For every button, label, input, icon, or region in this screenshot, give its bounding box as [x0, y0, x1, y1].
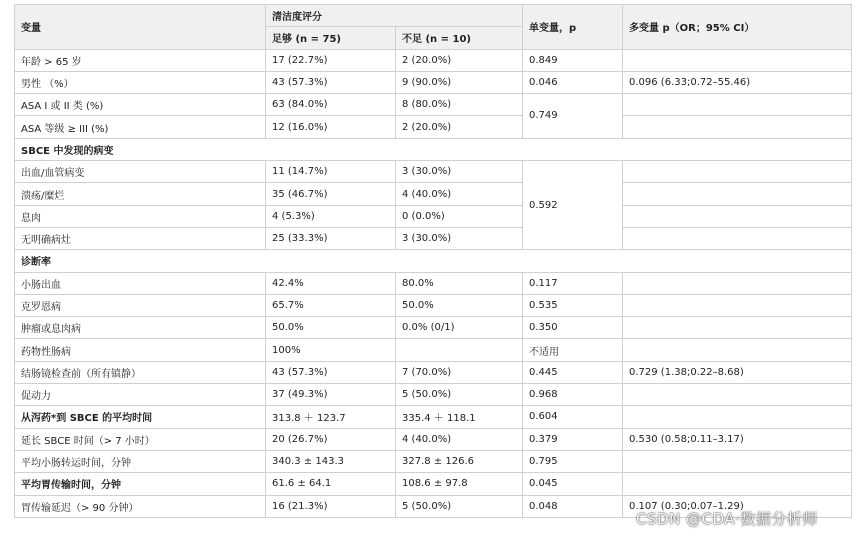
p-cell: 0.379 — [523, 428, 623, 450]
multi-cell — [623, 161, 852, 183]
row-label: 促动力 — [15, 384, 266, 406]
table-row — [15, 116, 852, 138]
adequate-cell: 42.4% — [266, 272, 396, 294]
multi-cell — [623, 406, 852, 428]
inadequate-cell: 9 (90.0%) — [396, 71, 523, 93]
p-cell: 0.968 — [523, 384, 623, 406]
section-diagnostic-yield: 诊断率 — [15, 250, 852, 272]
inadequate-cell: 8 (80.0%) — [396, 94, 523, 116]
table-row — [15, 161, 852, 183]
section-lesions: SBCE 中发现的病变 — [15, 138, 852, 160]
row-label: ASA 等级 ≥ III (%) — [15, 116, 266, 138]
inadequate-cell: 5 (50.0%) — [396, 384, 523, 406]
row-label: 出血/血管病变 — [15, 161, 266, 183]
table-row — [15, 49, 852, 71]
inadequate-cell: 2 (20.0%) — [396, 49, 523, 71]
inadequate-cell: 3 (30.0%) — [396, 161, 523, 183]
p-cell: 0.045 — [523, 473, 623, 495]
multi-cell — [623, 94, 852, 116]
table-row — [15, 384, 852, 406]
header-row — [15, 5, 852, 27]
table-row — [15, 428, 852, 450]
adequate-cell: 37 (49.3%) — [266, 384, 396, 406]
p-cell: 0.046 — [523, 71, 623, 93]
adequate-cell: 25 (33.3%) — [266, 227, 396, 249]
multi-cell: 0.530 (0.58;0.11–3.17) — [623, 428, 852, 450]
section-row — [15, 250, 852, 272]
multi-cell — [623, 384, 852, 406]
adequate-cell: 43 (57.3%) — [266, 361, 396, 383]
multi-cell — [623, 272, 852, 294]
header-multivariate: 多变量 p（OR；95% CI） — [623, 5, 852, 50]
watermark: CSDN @CDA·数据分析师 — [636, 510, 818, 528]
multi-cell — [623, 450, 852, 472]
adequate-cell: 65.7% — [266, 294, 396, 316]
row-label: 平均胃传输时间，分钟 — [15, 473, 266, 495]
inadequate-cell: 335.4 ＋ 118.1 — [396, 406, 523, 428]
p-cell: 不适用 — [523, 339, 623, 361]
row-label: 男性 （%） — [15, 71, 266, 93]
inadequate-cell: 4 (40.0%) — [396, 428, 523, 450]
p-cell: 0.604 — [523, 406, 623, 428]
inadequate-cell: 0.0% (0/1) — [396, 317, 523, 339]
adequate-cell: 12 (16.0%) — [266, 116, 396, 138]
table-row — [15, 339, 852, 361]
row-label: 年龄 > 65 岁 — [15, 49, 266, 71]
section-row — [15, 138, 852, 160]
p-cell: 0.535 — [523, 294, 623, 316]
multi-cell: 0.107 (0.30;0.07–1.29) — [623, 495, 852, 517]
adequate-cell: 63 (84.0%) — [266, 94, 396, 116]
multi-cell — [623, 294, 852, 316]
inadequate-cell: 0 (0.0%) — [396, 205, 523, 227]
multi-cell — [623, 339, 852, 361]
adequate-cell: 17 (22.7%) — [266, 49, 396, 71]
adequate-cell: 4 (5.3%) — [266, 205, 396, 227]
adequate-cell: 11 (14.7%) — [266, 161, 396, 183]
table-row — [15, 473, 852, 495]
table-row — [15, 94, 852, 116]
header-variable: 变量 — [15, 5, 266, 50]
adequate-cell: 100% — [266, 339, 396, 361]
adequate-cell: 313.8 ＋ 123.7 — [266, 406, 396, 428]
p-cell: 0.117 — [523, 272, 623, 294]
p-cell: 0.048 — [523, 495, 623, 517]
inadequate-cell: 80.0% — [396, 272, 523, 294]
adequate-cell: 35 (46.7%) — [266, 183, 396, 205]
multi-cell — [623, 116, 852, 138]
inadequate-cell: 2 (20.0%) — [396, 116, 523, 138]
results-table — [14, 4, 852, 518]
inadequate-cell — [396, 339, 523, 361]
row-label: ASA I 或 II 类 (%) — [15, 94, 266, 116]
table-row — [15, 406, 852, 428]
adequate-cell: 340.3 ± 143.3 — [266, 450, 396, 472]
p-cell: 0.445 — [523, 361, 623, 383]
inadequate-cell: 327.8 ± 126.6 — [396, 450, 523, 472]
header-adequate: 足够 (n = 75) — [266, 27, 396, 49]
adequate-cell: 20 (26.7%) — [266, 428, 396, 450]
inadequate-cell: 4 (40.0%) — [396, 183, 523, 205]
p-cell: 0.795 — [523, 450, 623, 472]
row-label: 小肠出血 — [15, 272, 266, 294]
row-label: 延长 SBCE 时间（> 7 小时） — [15, 428, 266, 450]
row-label: 药物性肠病 — [15, 339, 266, 361]
table-row — [15, 183, 852, 205]
row-label: 胃传输延迟（> 90 分钟） — [15, 495, 266, 517]
row-label: 无明确病灶 — [15, 227, 266, 249]
adequate-cell: 61.6 ± 64.1 — [266, 473, 396, 495]
multi-cell — [623, 473, 852, 495]
multi-cell — [623, 227, 852, 249]
row-label: 克罗恩病 — [15, 294, 266, 316]
table-row — [15, 294, 852, 316]
inadequate-cell: 108.6 ± 97.8 — [396, 473, 523, 495]
table-row — [15, 361, 852, 383]
p-cell-lesions: 0.592 — [523, 161, 623, 250]
inadequate-cell: 5 (50.0%) — [396, 495, 523, 517]
adequate-cell: 43 (57.3%) — [266, 71, 396, 93]
header-inadequate: 不足 (n = 10) — [396, 27, 523, 49]
table-row — [15, 450, 852, 472]
table-row — [15, 205, 852, 227]
row-label: 肿瘤或息肉病 — [15, 317, 266, 339]
multi-cell: 0.729 (1.38;0.22–8.68) — [623, 361, 852, 383]
inadequate-cell: 50.0% — [396, 294, 523, 316]
row-label: 结肠镜检查前（所有镇静） — [15, 361, 266, 383]
inadequate-cell: 3 (30.0%) — [396, 227, 523, 249]
p-cell: 0.849 — [523, 49, 623, 71]
header-univariate: 单变量，p — [523, 5, 623, 50]
row-label: 平均小肠转运时间，分钟 — [15, 450, 266, 472]
multi-cell — [623, 317, 852, 339]
adequate-cell: 16 (21.3%) — [266, 495, 396, 517]
header-cleanliness: 清洁度评分 — [266, 5, 523, 27]
row-label: 溃疡/糜烂 — [15, 183, 266, 205]
row-label: 从泻药*到 SBCE 的平均时间 — [15, 406, 266, 428]
multi-cell — [623, 205, 852, 227]
multi-cell — [623, 49, 852, 71]
table-row — [15, 272, 852, 294]
multi-cell — [623, 183, 852, 205]
table-row — [15, 317, 852, 339]
table-row — [15, 227, 852, 249]
row-label: 息肉 — [15, 205, 266, 227]
p-cell-asa: 0.749 — [523, 94, 623, 139]
multi-cell: 0.096 (6.33;0.72–55.46) — [623, 71, 852, 93]
p-cell: 0.350 — [523, 317, 623, 339]
inadequate-cell: 7 (70.0%) — [396, 361, 523, 383]
table-row — [15, 71, 852, 93]
adequate-cell: 50.0% — [266, 317, 396, 339]
